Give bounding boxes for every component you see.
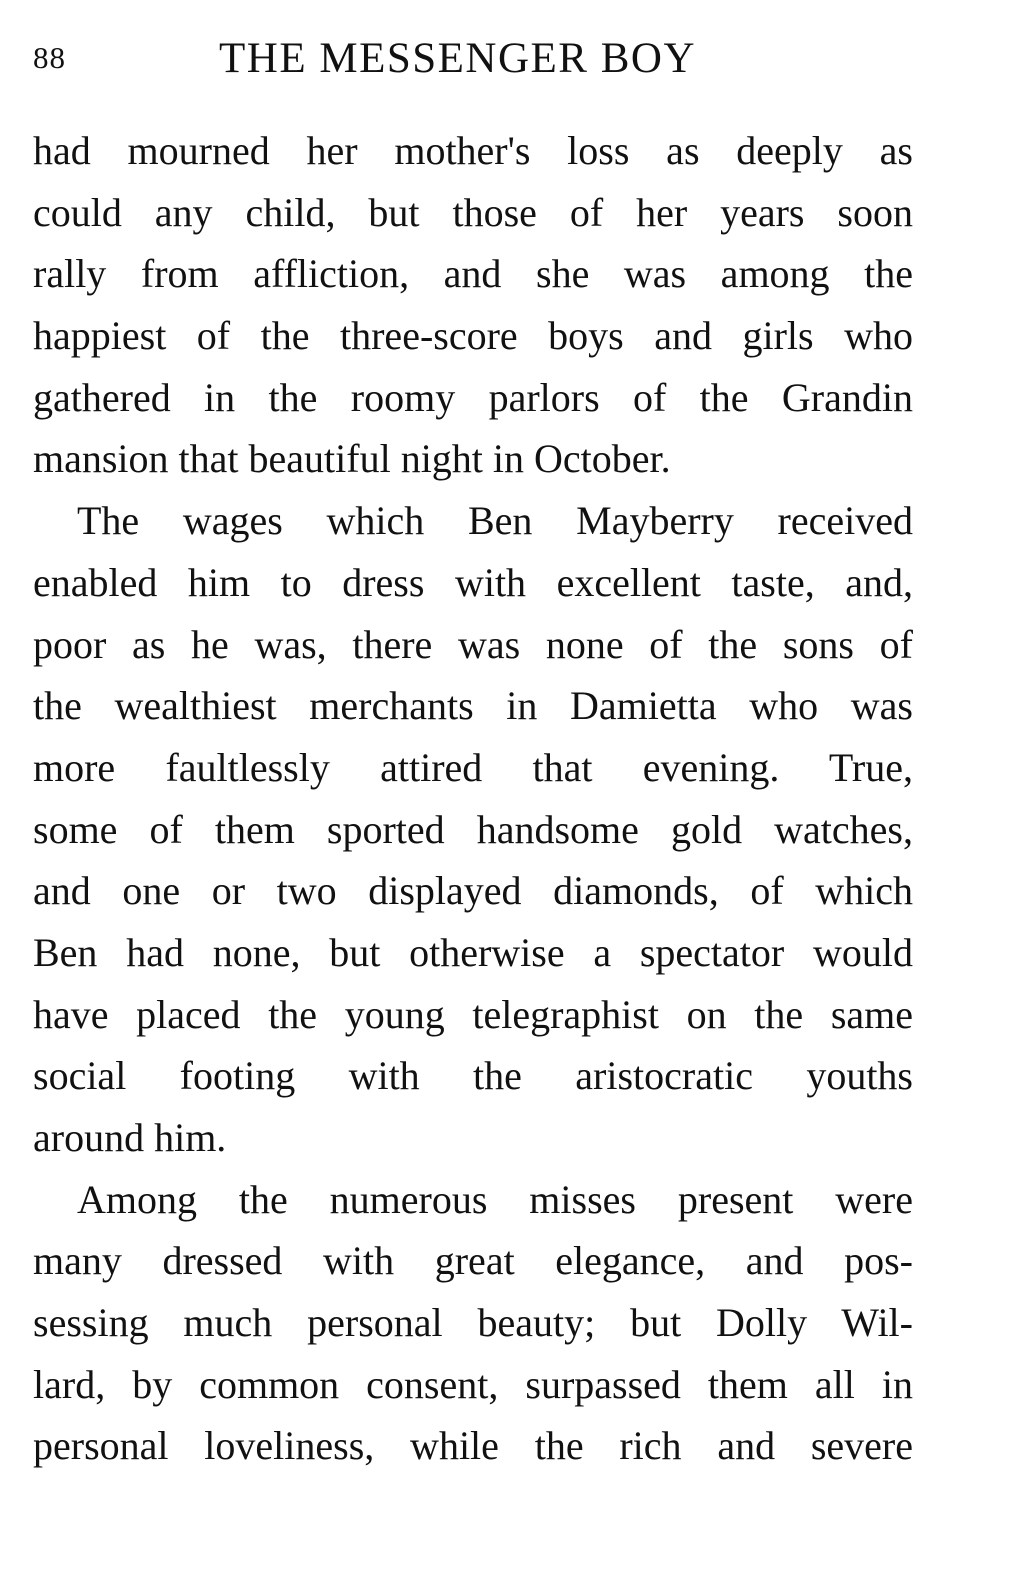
text-line: some of them sported handsome gold watches, — [33, 806, 913, 852]
text-line: The wages which Ben Mayberry received — [77, 498, 913, 544]
body-text — [33, 120, 913, 1477]
text-line: could any child, but those of her years soon — [33, 189, 913, 235]
paragraph — [33, 490, 913, 1169]
text-line: had mourned her mother's loss as deeply as — [33, 128, 913, 173]
text-line: the wealthiest merchants in Damietta who was — [33, 683, 913, 729]
text-line: sessing much personal beauty; but Dolly Wil- — [33, 1300, 913, 1346]
text-line: and one or two displayed diamonds, of which — [33, 868, 913, 914]
text-line: Among the numerous misses present were — [77, 1176, 913, 1222]
page-header — [33, 30, 913, 100]
text-line: happiest of the three-score boys and girls who — [33, 313, 913, 359]
running-title: THE MESSENGER BOY — [219, 35, 697, 82]
text-line: lard, by common consent, surpassed them all in — [33, 1361, 913, 1407]
paragraph — [33, 1169, 913, 1477]
text-line: rally from affliction, and she was among the — [33, 251, 913, 297]
text-line: around him. — [33, 1115, 227, 1160]
text-line: have placed the young telegraphist on the same — [33, 991, 913, 1037]
page-number: 88 — [33, 40, 66, 75]
book-page — [33, 30, 913, 1477]
text-line: enabled him to dress with excellent taste, and, — [33, 559, 913, 605]
text-line: Ben had none, but otherwise a spectator would — [33, 929, 913, 975]
text-line: social footing with the aristocratic youths — [33, 1053, 913, 1099]
text-line: gathered in the roomy parlors of the Grandin — [33, 374, 913, 420]
text-line: many dressed with great elegance, and pos- — [33, 1238, 913, 1284]
text-line: personal loveliness, while the rich and severe — [33, 1423, 913, 1469]
text-line: poor as he was, there was none of the sons of — [33, 621, 913, 667]
paragraph — [33, 120, 913, 490]
text-line: more faultlessly attired that evening. True, — [33, 744, 913, 790]
text-line: mansion that beautiful night in October. — [33, 436, 671, 482]
